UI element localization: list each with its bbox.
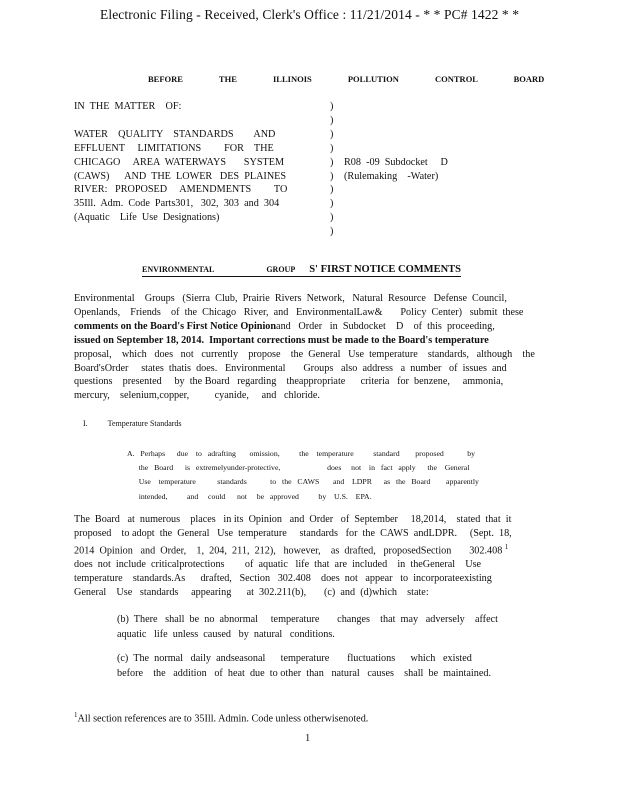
caption-parentheses: ) ) ) ) ) ) ) ) ) ) bbox=[330, 101, 334, 238]
intro-line: Environmental Groups (Sierra Club, Prairie Rivers Network, Natural Resource Defense Council, bbox=[74, 293, 507, 304]
body-line: temperature standards.As drafted, Section 302.408 does not appear to incorporateexisting bbox=[74, 573, 492, 585]
board-heading: BEFORE THE ILLINOIS POLLUTION CONTROL BOARD bbox=[148, 74, 545, 84]
intro-bold-text: comments on the Board's First Notice Opinion bbox=[74, 320, 277, 332]
section-title: Temperature Standards bbox=[107, 419, 182, 428]
footnote-reference: 1 bbox=[504, 542, 509, 551]
intro-line: proposal, which does not currently propose the General Use temperature standards, although the bbox=[74, 348, 535, 360]
footnote-mark: 1 bbox=[74, 711, 78, 719]
intro-line: mercury, selenium,copper, cyanide, and chloride. bbox=[74, 390, 320, 402]
section-heading bbox=[83, 419, 182, 428]
body-line: General Use standards appearing at 302.211(b), (c) and (d)which state: bbox=[74, 586, 429, 598]
document-title bbox=[142, 264, 461, 277]
intro-paragraph bbox=[74, 292, 536, 403]
case-caption-title: IN THE MATTER OF: WATER QUALITY STANDARDS AND EFFLUENT LIMITATIONS FOR THE CHICAGO AREA WATERWAYS SYSTEM (CAWS) AND THE LOWER DES PLAINES RIVER: PROPOSED AMENDMENTS TO 35Ill. Adm. Code Parts301, 302, 303 and 304 (Aquatic Life Use Designations) bbox=[74, 101, 288, 224]
block-quote-c: (c) The normal daily andseasonal temperature fluctuations which existed before the addition of heat due to other than natural causes shall be maintained. bbox=[117, 653, 491, 679]
intro-line: Openlands, Friends of the Chicago River, and EnvironmentalLaw& Policy Center) submit these bbox=[74, 306, 524, 318]
intro-bold-text: issued on September 18, 2014. Important corrections must be made to the Board's temperature bbox=[74, 334, 489, 346]
docket-number: R08 -09 Subdocket D (Rulemaking -Water) bbox=[344, 157, 448, 182]
intro-line: Board'sOrder states thatis does. Environmental Groups also address a number of issues and bbox=[74, 362, 507, 374]
intro-line: and Order in Subdocket D bbox=[276, 320, 404, 332]
intro-line: questions presented by the Board regarding theappropriate criteria for benzene, ammonia, bbox=[74, 376, 504, 388]
body-line: proposed to adopt the General Use temperature standards for the CAWS andLDPR. (Sept. 18, bbox=[74, 527, 512, 539]
page-number: 1 bbox=[305, 733, 311, 744]
footnote-text: All section references are to 35Ill. Admin. Code unless otherwisenoted. bbox=[77, 713, 369, 725]
block-quote-b: (b) There shall be no abnormal temperature changes that may adversely affect aquatic life unless caused by natural conditions. bbox=[117, 614, 498, 640]
body-line: The Board at numerous places in its Opinion and Order of September 18,2014, stated that it bbox=[74, 514, 512, 525]
body-paragraph bbox=[74, 513, 536, 600]
filing-stamp-header: Electronic Filing - Received, Clerk's Office : 11/21/2014 - * * PC# 1422 * * bbox=[100, 7, 520, 22]
body-line: 2014 Opinion and Order, 1, 204, 211, 212), however, as drafted, proposedSection 302.408 bbox=[74, 545, 503, 557]
intro-line: of this proceeding, bbox=[413, 320, 495, 332]
title-part-1: ENVIRONMENTAL bbox=[142, 265, 215, 274]
section-number: I. bbox=[83, 419, 88, 428]
title-part-2: GROUP bbox=[266, 265, 296, 274]
footnote bbox=[74, 711, 368, 724]
subsection-heading: A. Perhaps due to adrafting omission, the temperature standard proposed by the Board is extremelyunder-protective, does not in fact apply the General Use temperature standards to the CAWS and LDPR as the Board apparently intended, and could not be approved by U.S. EPA. bbox=[127, 449, 479, 501]
title-part-3: S' FIRST NOTICE COMMENTS bbox=[309, 264, 461, 275]
body-line: does not include criticalprotections of aquatic life that are included in theGeneral Use bbox=[74, 559, 482, 571]
